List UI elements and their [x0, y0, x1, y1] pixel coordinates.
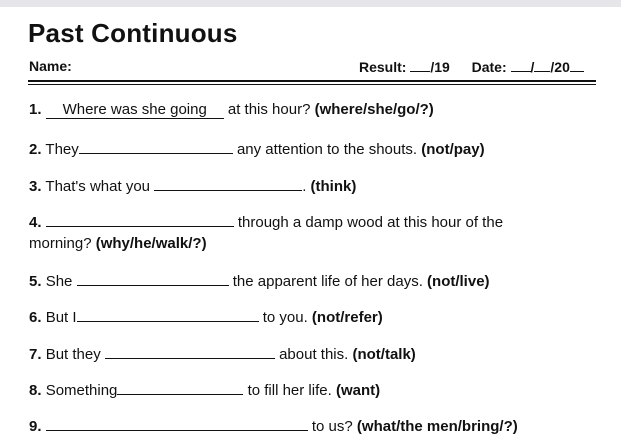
question-8 [29, 380, 380, 399]
question-number: 5. [29, 273, 42, 290]
question-text: through a damp wood at this hour of the [237, 214, 504, 231]
question-hint: (what/the men/bring/?) [356, 418, 518, 435]
question-number: 7. [29, 346, 42, 363]
answer-blank[interactable] [117, 380, 243, 395]
question-number: 2. [29, 141, 42, 158]
question-hint: (where/she/go/?) [314, 101, 434, 118]
question-hint: (think) [310, 178, 357, 195]
question-number: 8. [29, 382, 42, 399]
question-text-before: They [45, 141, 79, 158]
question-text: at this hour? [227, 101, 311, 118]
question-text: to you. [262, 309, 308, 326]
question-text-before: But they [45, 346, 101, 363]
header-rule [28, 80, 596, 85]
question-text: about this. [279, 346, 349, 363]
question-number: 9. [29, 418, 42, 435]
result-total: /19 [430, 59, 450, 75]
name-field [29, 58, 72, 74]
answer-blank[interactable] [154, 176, 302, 191]
answer-blank[interactable] [105, 344, 275, 359]
question-number: 6. [29, 309, 42, 326]
result-blank[interactable] [410, 58, 430, 72]
question-4 [29, 212, 503, 231]
worksheet-title: Past Continuous [28, 18, 238, 48]
date-year-blank[interactable] [570, 58, 584, 72]
question-3 [29, 176, 356, 195]
date-day-blank[interactable] [511, 58, 531, 72]
question-hint: (why/he/walk/?) [95, 235, 207, 252]
question-6 [29, 307, 383, 326]
answer-blank[interactable] [79, 139, 233, 154]
result-date-field [359, 58, 584, 75]
answer-blank[interactable] [46, 416, 308, 431]
question-text: any attention to the shouts. [236, 141, 418, 158]
question-hint: (not/pay) [421, 141, 485, 158]
question-2 [29, 139, 485, 158]
date-year: /20 [550, 59, 570, 75]
question-9 [29, 416, 518, 435]
question-4-line2 [29, 235, 207, 252]
answer-blank[interactable] [46, 212, 234, 227]
date-month-blank[interactable] [534, 58, 550, 72]
answer-blank-filled[interactable]: Where was she going [46, 101, 224, 119]
question-number: 4. [29, 214, 42, 231]
question-text: the apparent life of her days. [232, 273, 423, 290]
question-number: 3. [29, 178, 42, 195]
question-text: to us? [311, 418, 353, 435]
question-text-before: But I [45, 309, 77, 326]
question-5 [29, 271, 490, 290]
question-number: 1. [29, 101, 42, 118]
question-text-before: Something [45, 382, 118, 399]
question-hint: (not/live) [427, 273, 490, 290]
question-hint: (not/talk) [352, 346, 416, 363]
name-label: Name: [29, 58, 72, 74]
answer-blank[interactable] [77, 271, 229, 286]
question-7 [29, 344, 416, 363]
answer-blank[interactable] [77, 307, 259, 322]
question-text-before: She [45, 273, 73, 290]
question-text-before: That's what you [45, 178, 151, 195]
date-separator: / [530, 59, 535, 75]
question-hint: (not/refer) [311, 309, 383, 326]
question-text: morning? [29, 235, 92, 252]
question-hint: (want) [335, 382, 381, 399]
question-1 [29, 101, 434, 119]
date-label: Date: [471, 59, 507, 75]
top-bar [0, 0, 621, 7]
question-text: . [302, 178, 307, 195]
question-text: to fill her life. [247, 382, 332, 399]
result-label: Result: [359, 59, 407, 75]
